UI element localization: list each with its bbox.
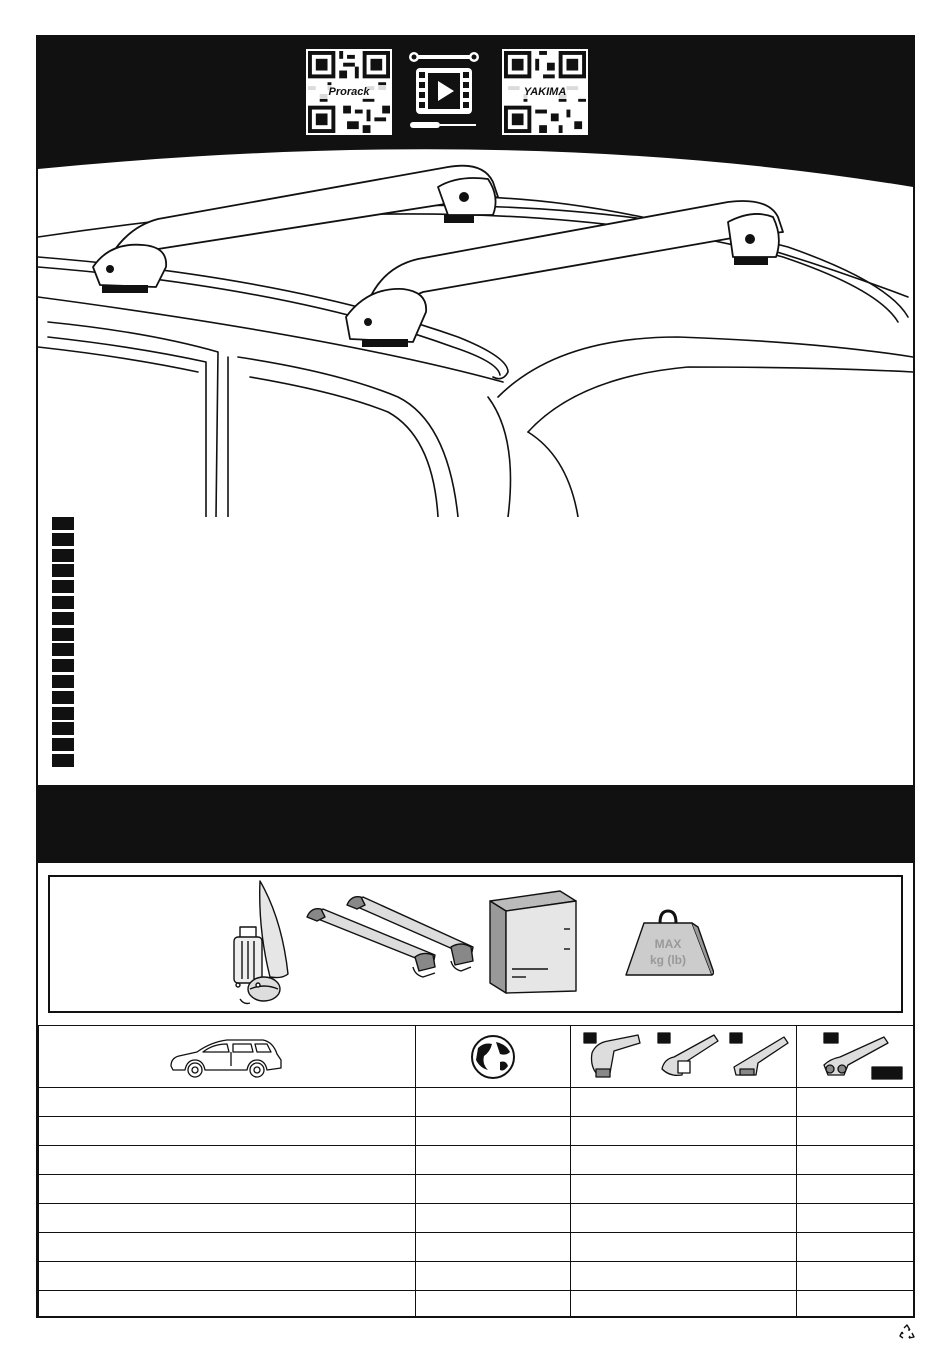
table-row [39, 1117, 914, 1146]
table-row [39, 1233, 914, 1262]
table-row [39, 1204, 914, 1233]
fitting-table [38, 1025, 914, 1318]
language-badge [52, 564, 74, 577]
language-badge [52, 643, 74, 656]
language-badge [52, 580, 74, 593]
fitting-kit-box-icon [486, 889, 582, 997]
language-badge [52, 722, 74, 735]
video-tools-icon[interactable] [406, 51, 482, 133]
qr-code-yakima[interactable] [502, 49, 588, 135]
table-row [39, 1175, 914, 1204]
language-badge [52, 691, 74, 704]
language-badge [52, 533, 74, 546]
language-badge [52, 675, 74, 688]
page-frame [36, 35, 915, 1318]
table-row [39, 1291, 914, 1319]
table-row [39, 1088, 914, 1117]
vehicle-column-header [39, 1026, 416, 1088]
language-badge [52, 549, 74, 562]
language-badge [52, 738, 74, 751]
section-band [38, 785, 913, 863]
language-badge [52, 596, 74, 609]
language-badge [52, 659, 74, 672]
qr-brand-label: Prorack [308, 85, 390, 99]
table-row [39, 1146, 914, 1175]
language-badge [52, 612, 74, 625]
max-weight-label: MAX [654, 937, 682, 951]
foot-type-icon [574, 1029, 794, 1085]
car-icon [167, 1034, 287, 1080]
language-badge [52, 754, 74, 767]
package-contents [48, 875, 903, 1013]
language-badge [52, 628, 74, 641]
language-badge [52, 517, 74, 530]
qr-code-prorack[interactable] [306, 49, 392, 135]
language-list [52, 517, 82, 770]
weight-unit-label: kg (lb) [650, 953, 686, 967]
recycle-icon [898, 1324, 916, 1342]
table-header-row [39, 1026, 914, 1088]
foot-type-alt-icon [800, 1029, 910, 1085]
foot-type-column-header [571, 1026, 797, 1088]
table-row [39, 1262, 914, 1291]
roof-rack-car-illustration [38, 157, 913, 517]
globe-icon [470, 1034, 516, 1080]
region-column-header [416, 1026, 571, 1088]
luggage-icon [220, 879, 300, 1009]
language-badge [52, 707, 74, 720]
foot-type-alt-column-header [797, 1026, 914, 1088]
roof-bars-icon [305, 895, 475, 995]
qr-brand-label: YAKIMA [504, 85, 586, 99]
